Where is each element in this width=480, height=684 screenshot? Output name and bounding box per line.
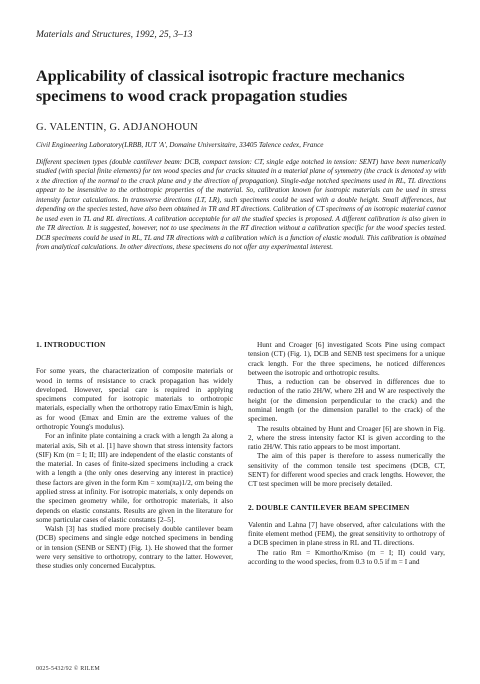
paper-authors: G. VALENTIN, G. ADJANOHOUN (36, 122, 198, 133)
paragraph: The aim of this paper is therefore to assess numerically the sensitivity of the common tensile test specimens (DCB, CT, SENT) for different wood species and crack lengths. However, the CT test specimen will be more precisely detailed. (248, 451, 445, 489)
abstract: Different specimen types (double cantilever beam: DCB, compact tension: CT, single edge notched in tension: SENT) have been numerically studied (with special finite elements) for ten wood species and for cracks situated in a material plane of symmetry (the crack is denoted xy with x the direction of the normal to the crack plane and y the direction of propagation). Single-edge notched specimens used in RL, TL directions appear to be insensitive to the orthotropic properties of the material. So, calibration known for isotropic materials can be used in stress intensity factor calculations. In transverse directions (LT, LR), such specimens could be used with a double height. Small differences, but depending on the species tested, have also been obtained in TR and RT directions. Calibration of CT specimens of an isotropic material cannot be used even in TL and RL directions. A calibration acceptable for all the studied species is proposed. A different calibration is also given in the TR direction. It is suggested, however, not to use specimens in the RT direction without a calibration specific for the wood species tested. DCB specimens could be used in RL, TL and TR directions with a calibration which is a function of elastic moduli. This calibration is obtained from analytical calculations. In other directions, these specimens do not offer any experimental interest. (36, 158, 446, 252)
paragraph: For some years, the characterization of composite materials or wood in terms of resistance to crack propagation has widely developed. However, special care is required in applying specimens computed for isotropic materials to orthotropic materials, especially when the orthotropy ratio Emax/Emin is high, as for wood (Emax and Emin are the extreme values of the orthotropic Young's modulus). (36, 366, 233, 431)
paragraph: Valentin and Lahna [7] have observed, after calculations with the finite element method (FEM), the great sensitivity to orthotropy of a DCB specimen in plane stress in RL and TL directions. (248, 519, 445, 548)
section-heading-introduction: 1. INTRODUCTION (36, 340, 106, 349)
left-column (36, 340, 233, 570)
paragraph: The ratio Rm = Kmortho/Kmiso (m = I; II) could vary, according to the wood species, from 0.3 to 0.5 if m = I and (248, 547, 445, 566)
right-column (248, 340, 445, 566)
copyright-footer: 0025-5432/92 © RILEM (36, 666, 100, 672)
paragraph: Walsh [3] has studied more precisely double cantilever beam (DCB) specimens and single edge notched specimens in bending or in tension (SENB or SENT) (Fig. 1). He showed that the former were very sensitive to orthotropy, contrary to the latter. However, these studies only concerned Eucalyptus. (36, 524, 233, 571)
author-affiliation: Civil Engineering Laboratory(LRBB, IUT 'A', Domaine Universitaire, 33405 Talence cedex, France (36, 141, 324, 149)
paragraph: The results obtained by Hunt and Croager [6] are shown in Fig. 2, where the stress intensity factor KI is given according to the ratio 2H/W. This ratio appears to be most important. (248, 423, 445, 452)
paper-title: Applicability of classical isotropic fracture mechanics specimens to wood crack propagation studies (36, 67, 405, 105)
journal-citation: Materials and Structures, 1992, 25, 3–13 (36, 30, 193, 40)
paragraph: Thus, a reduction can be observed in differences due to reduction of the ratio 2H/W, where 2H and W are respectively the height (or the dimension perpendicular to the crack) and the nominal length (or the dimension parallel to the crack) of the specimen. (248, 377, 445, 424)
section-heading-dcb: 2. DOUBLE CANTILEVER BEAM SPECIMEN (248, 502, 410, 512)
paragraph: For an infinite plate containing a crack with a length 2a along a material axis, Sih et al. [1] have shown that stress intensity factors (SIF) Km (m = I; II; III) are independent of the elastic constants of the material. In cases of finite-sized specimens including a crack with a length a (the only ones deserving any interest in practice) these factors are given in the form Km = xσm(πa)1/2, σm being the applied stress at infinity. For isotropic materials, x only depends on the specimen geometry while, for orthotropic materials, it also depends on elastic constants. Results are given in the literature for some particular cases of elastic constants [2–5]. (36, 431, 233, 524)
paragraph: Hunt and Croager [6] investigated Scots Pine using compact tension (CT) (Fig. 1), DCB and SENB test specimens for a unique crack length. For the three specimens, he noticed differences between the isotropic and orthotropic results. (248, 340, 445, 377)
